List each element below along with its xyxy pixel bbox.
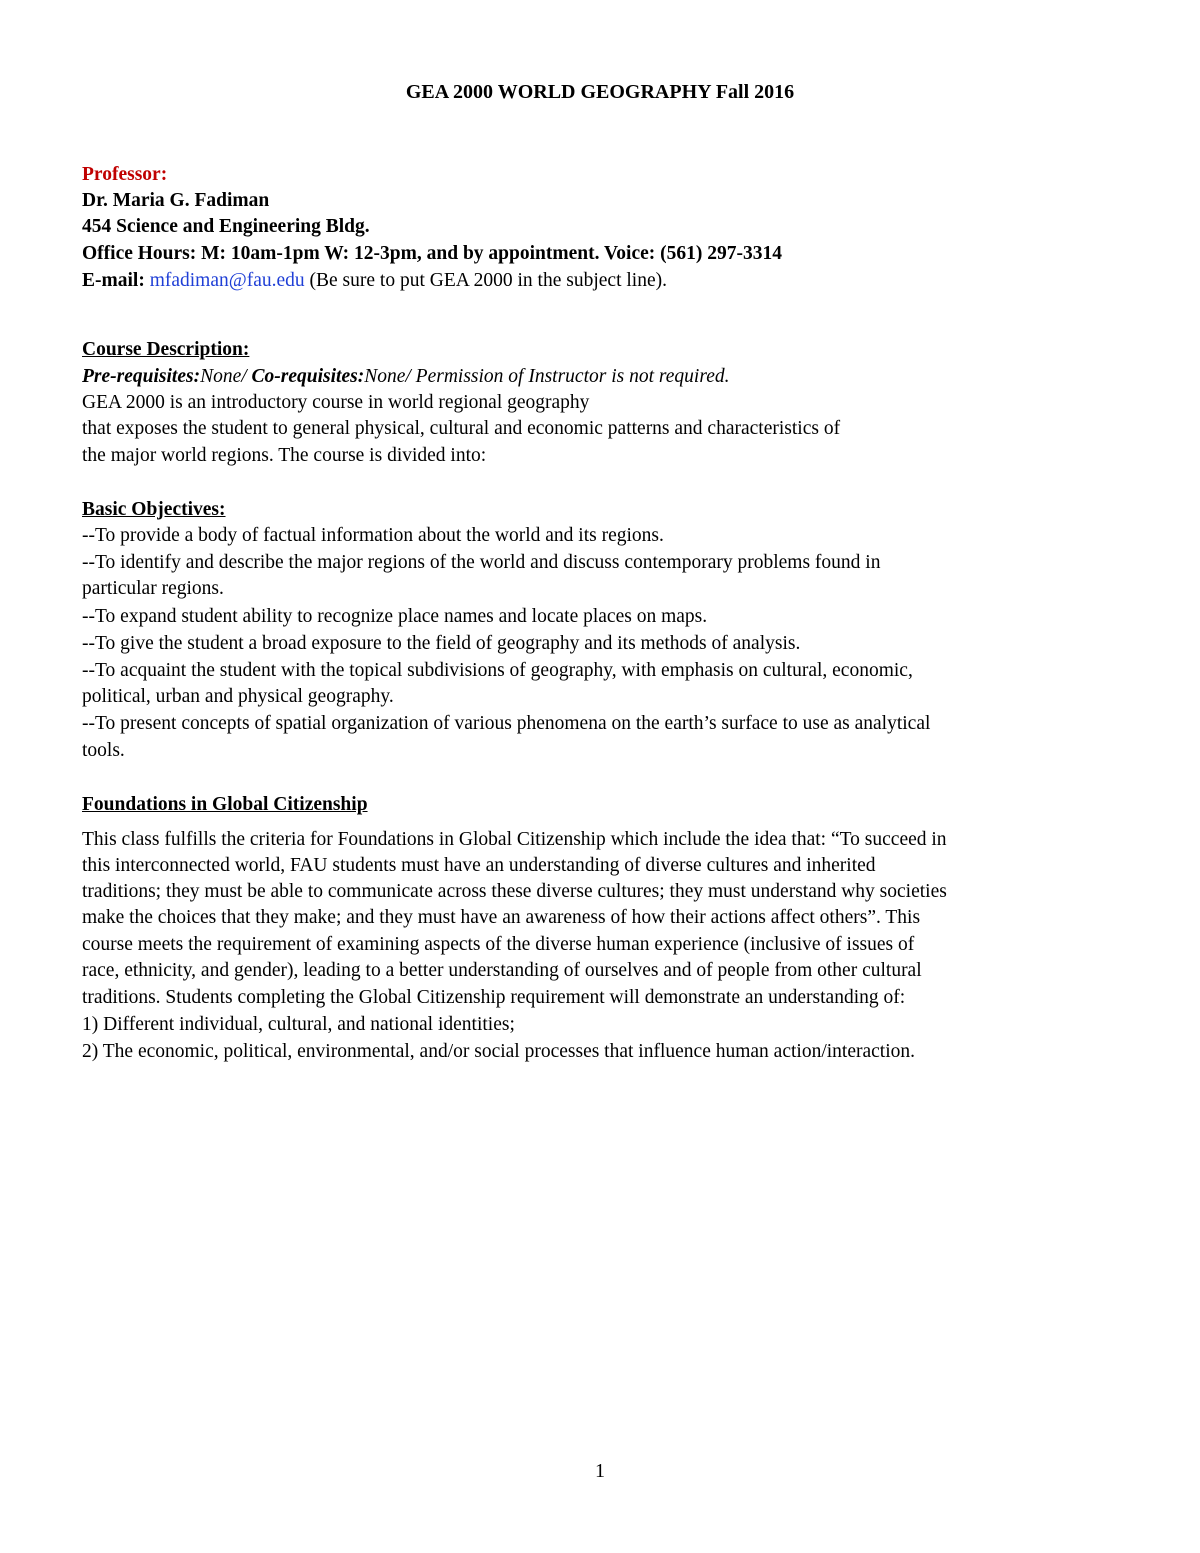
objectives-heading: Basic Objectives: — [82, 499, 226, 520]
citizenship-line: course meets the requirement of examining aspects of the diverse human experience (inclusive of issues of — [82, 934, 915, 955]
page-number: 1 — [595, 1460, 605, 1482]
objective-line: --To acquaint the student with the topical subdivisions of geography, with emphasis on cultural, economic, — [82, 660, 913, 681]
objective-line: --To provide a body of factual information about the world and its regions. — [82, 525, 664, 546]
professor-office: 454 Science and Engineering Bldg. — [82, 216, 370, 237]
description-line: GEA 2000 is an introductory course in world regional geography — [82, 392, 590, 413]
prerequisites-line — [82, 364, 729, 390]
professor-name: Dr. Maria G. Fadiman — [82, 190, 270, 211]
objective-line: --To give the student a broad exposure to the field of geography and its methods of analysis. — [82, 633, 801, 654]
citizenship-line: This class fulfills the criteria for Foundations in Global Citizenship which include the idea that: “To succeed in — [82, 829, 947, 850]
email-line — [82, 268, 667, 294]
objective-line: tools. — [82, 740, 125, 761]
global-citizenship-heading: Foundations in Global Citizenship — [82, 794, 368, 815]
objective-line: --To present concepts of spatial organization of various phenomena on the earth’s surface to use as analytical — [82, 713, 931, 734]
course-description-heading: Course Description: — [82, 339, 250, 360]
coreq-value: None/ Permission of Instructor is not required. — [364, 366, 730, 387]
document-title: GEA 2000 WORLD GEOGRAPHY Fall 2016 — [405, 81, 795, 103]
email-label: E-mail: — [82, 270, 145, 291]
coreq-label: Co-requisites: — [251, 366, 365, 387]
objective-line: particular regions. — [82, 578, 224, 599]
citizenship-line: traditions; they must be able to communicate across these diverse cultures; they must understand why societies — [82, 881, 947, 902]
description-line: the major world regions. The course is divided into: — [82, 445, 487, 466]
citizenship-line: traditions. Students completing the Global Citizenship requirement will demonstrate an understanding of: — [82, 987, 906, 1008]
prereq-label: Pre-requisites: — [82, 366, 201, 387]
description-line: that exposes the student to general physical, cultural and economic patterns and characteristics of — [82, 418, 841, 439]
objective-line: --To identify and describe the major regions of the world and discuss contemporary problems found in — [82, 552, 881, 573]
email-link[interactable]: mfadiman@fau.edu — [149, 270, 305, 291]
email-note: (Be sure to put GEA 2000 in the subject line). — [304, 270, 667, 291]
professor-label: Professor: — [82, 164, 168, 185]
objective-line: political, urban and physical geography. — [82, 686, 394, 707]
citizenship-line: this interconnected world, FAU students must have an understanding of diverse cultures and inherited — [82, 855, 876, 876]
office-hours: Office Hours: M: 10am-1pm W: 12-3pm, and by appointment. Voice: (561) 297-3314 — [82, 243, 782, 264]
citizenship-line: 1) Different individual, cultural, and national identities; — [82, 1014, 515, 1035]
objective-line: --To expand student ability to recognize place names and locate places on maps. — [82, 606, 708, 627]
citizenship-line: 2) The economic, political, environmental, and/or social processes that influence human action/interaction. — [82, 1041, 915, 1062]
citizenship-line: race, ethnicity, and gender), leading to a better understanding of ourselves and of people from other cultural — [82, 960, 922, 981]
prereq-value: None/ — [200, 366, 252, 387]
citizenship-line: make the choices that they make; and they must have an awareness of how their actions affect others”. This — [82, 907, 921, 928]
